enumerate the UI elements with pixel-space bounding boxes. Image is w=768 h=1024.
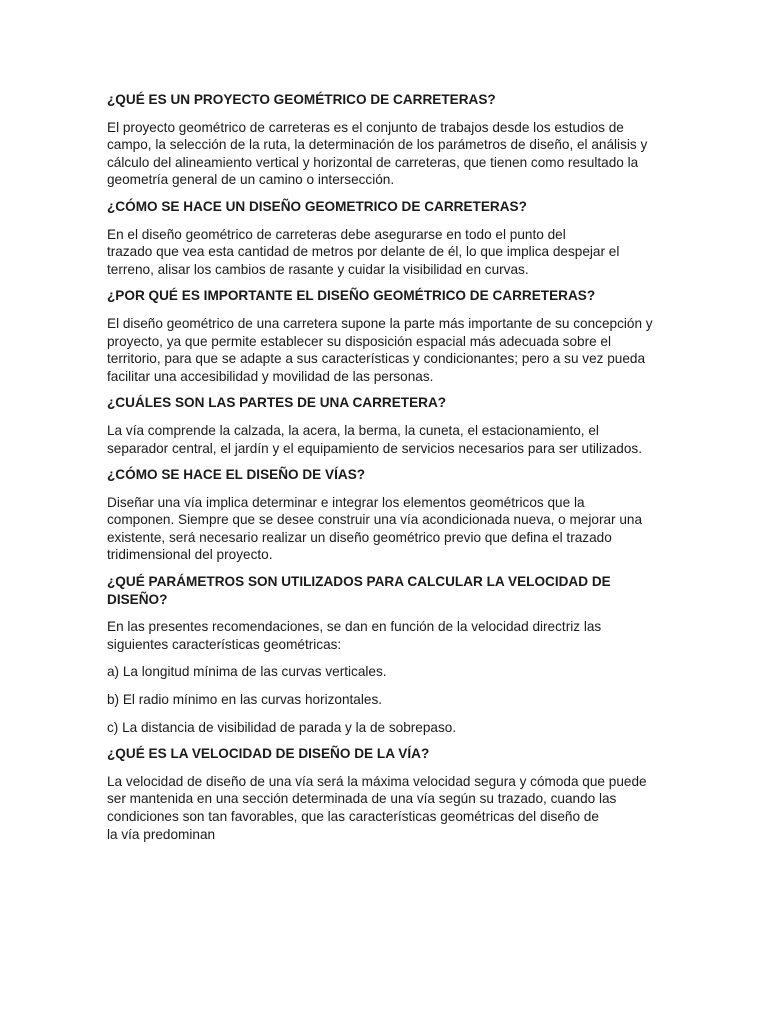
heading-line: ¿POR QUÉ ES IMPORTANTE EL DISEÑO GEOMÉTRICO DE CARRETERAS? [107, 288, 596, 304]
list-item [107, 719, 672, 737]
text-line: componen. Siempre que se desee construir una vía acondicionada nueva, o mejorar una [107, 512, 643, 528]
section-heading [107, 466, 672, 484]
heading-line: ¿CUÁLES SON LAS PARTES DE UNA CARRETERA? [107, 395, 447, 411]
text-line: tridimensional del proyecto. [107, 547, 273, 563]
text-line: geometría general de un camino o intersección. [107, 172, 395, 188]
text-line: condiciones son tan favorables, que las características geométricas del diseño de [107, 809, 599, 824]
text-line: b) El radio mínimo en las curvas horizontales. [107, 692, 383, 708]
text-line: En el diseño geométrico de carreteras debe asegurarse en todo el punto del [107, 226, 566, 242]
heading-line: ¿QUÉ PARÁMETROS SON UTILIZADOS PARA CALCULAR LA VELOCIDAD DE [107, 574, 611, 590]
text-line: c) La distancia de visibilidad de parada y la de sobrepaso. [107, 719, 457, 735]
section-heading [107, 287, 672, 305]
text-line: La velocidad de diseño de una vía será la máxima velocidad segura y cómoda que puede [107, 773, 647, 789]
text-line: ser mantenida en una sección determinada de una vía según su trazado, cuando las [107, 791, 617, 807]
section-heading [107, 198, 672, 216]
heading-line: ¿QUÉ ES LA VELOCIDAD DE DISEÑO DE LA VÍA? [107, 746, 430, 762]
paragraph [107, 226, 672, 279]
heading-line: DISEÑO? [107, 591, 168, 607]
text-line: separador central, el jardín y el equipamiento de servicios necesarios para ser utilizados. [107, 440, 642, 456]
text-line: proyecto, ya que permite establecer su disposición espacial más adecuada sobre el [107, 333, 612, 349]
text-line: terreno, alisar los cambios de rasante y cuidar la visibilidad en curvas. [107, 261, 529, 277]
paragraph [107, 422, 672, 457]
text-line: la vía predominan [107, 826, 216, 842]
section-heading [107, 745, 672, 763]
text-line: a) La longitud mínima de las curvas verticales. [107, 664, 387, 680]
text-line: facilitar una accesibilidad y movilidad de las personas. [107, 368, 434, 384]
paragraph [107, 773, 672, 843]
heading-line: ¿QUÉ ES UN PROYECTO GEOMÉTRICO DE CARRETERAS? [107, 92, 496, 107]
section-heading [107, 573, 672, 608]
text-line: La vía comprende la calzada, la acera, la berma, la cuneta, el estacionamiento, el [107, 422, 599, 438]
text-line: El diseño geométrico de una carretera supone la parte más importante de su concepción y [107, 315, 653, 331]
text-line: existente, será necesario realizar un diseño geométrico previo que defina el trazado [107, 529, 612, 545]
section-heading [107, 394, 672, 412]
text-line: trazado que vea esta cantidad de metros por delante de él, lo que implica despejar el [107, 244, 620, 260]
paragraph [107, 315, 672, 385]
heading-line: ¿CÓMO SE HACE EL DISEÑO DE VÍAS? [107, 467, 366, 483]
list-item [107, 691, 672, 709]
section-heading [107, 91, 672, 109]
paragraph [107, 119, 672, 189]
list-item [107, 663, 672, 681]
paragraph [107, 494, 672, 564]
heading-line: ¿CÓMO SE HACE UN DISEÑO GEOMETRICO DE CARRETERAS? [107, 198, 527, 214]
text-line: El proyecto geométrico de carreteras es el conjunto de trabajos desde los estudios de [107, 119, 624, 135]
text-line: En las presentes recomendaciones, se dan en función de la velocidad directriz las [107, 619, 602, 635]
text-line: Diseñar una vía implica determinar e integrar los elementos geométricos que la [107, 494, 585, 510]
text-line: territorio, para que se adapte a sus características y condicionantes; pero a su vez pueda [107, 351, 646, 367]
text-line: siguientes características geométricas: [107, 636, 342, 652]
text-line: cálculo del alineamiento vertical y horizontal de carreteras, que tienen como resultado la [107, 154, 639, 170]
document-page [107, 91, 672, 843]
text-line: campo, la selección de la ruta, la determinación de los parámetros de diseño, el análisis y [107, 137, 648, 153]
paragraph [107, 618, 672, 653]
